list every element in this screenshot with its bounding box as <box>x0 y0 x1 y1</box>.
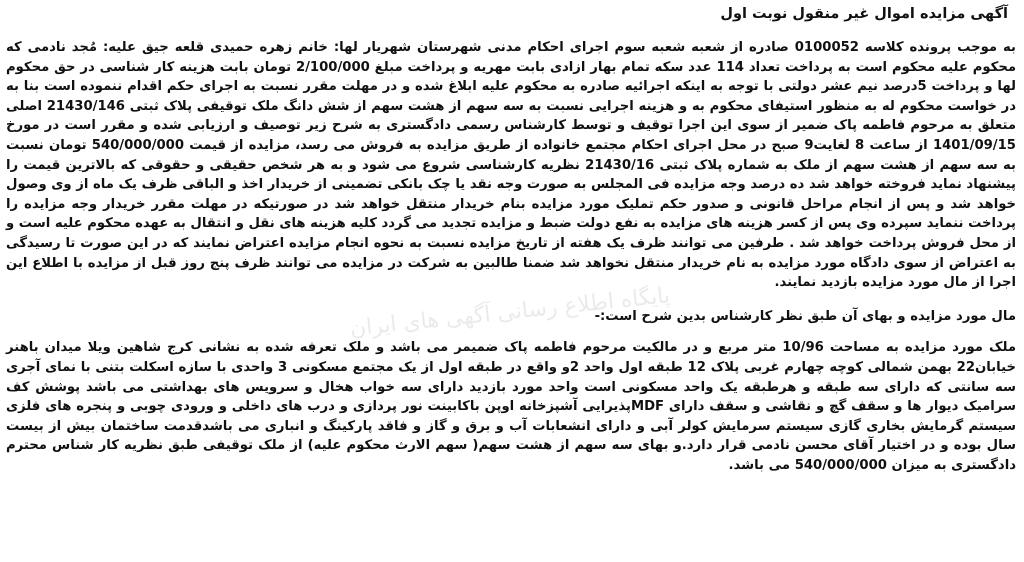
property-subheading: مال مورد مزایده و بهای آن طبق نظر کارشناس بدین شرح است:- <box>594 308 1016 324</box>
property-description-paragraph: ملک مورد مزایده به مساحت 10/96 متر مربع و در مالکیت مرحوم فاطمه پاک ضمیمر می باشد و ملک تعرفه شده به نشانی کرج شاهین ویلا میدان باهنر خیابان22 بهمن شمالی کوچه چهارم غربی پلاک 12 طبقه اول واحد 2و واقع در طبقه اول از یک مجتمع مسکونی 3 واحدی با سازه اسکلت بتنی با نمای آجری سه سانتی که دارای سه طبقه و هرطبقه یک واحد مسکونی است واحد مورد بازدید دارای سه خواب هخال و سرویس های بهداشتی می باشد پوشش کف سرامیک دیوار ها و سقف گچ و نقاشی و سقف دارای MDFپذیرایی آشپزخانه اوپن باکابینت نور پردازی و درب های داخلی و ورودی چوبی و پنجره های فلزی سیستم گرمایش بخاری گازی سیستم سرمایش کولر آبی و دارای انشعابات آب و برق و گاز و فاقد پارکینگ و انباری می باشدقدمت ساختمان بیش از بیست سال بوده و در اختیار آقای محسن نادمی قرار دارد.و بهای سه سهم از هشت سهم( سهم الارث محکوم علیه) از ملک توقیفی طبق نظریه کار شناس محترم دادگستری به میزان 540/000/000 می باشد. <box>6 340 1017 473</box>
auction-notice <box>6 4 1016 556</box>
notice-title: آگهی مزایده اموال غیر منقول نوبت اول <box>720 6 1008 22</box>
publisher-watermark: پایگاه اطلاع رسانی آگهی های ایران <box>348 283 672 342</box>
notice-body-paragraph: به موجب پرونده کلاسه 0100052 صادره از شعبه شعبه سوم اجرای احکام مدنی شهرستان شهریار لها: خانم زهره حمیدی قلعه جیق علیه: مُجد نادمی که محکوم علیه محکوم است به پرداخت تعداد 114 عدد سکه تمام بهار ازادی بابت مهریه و پرداخت مبلغ 2/100/000 تومان بابت هزینه کار شناسی در حق محکوم لها و پرداخت 5درصد نیم عشر دولتی با توجه به اینکه اجرائیه صادره به محکوم علیه ابلاغ شده و در مهلت مقرر نسبت به اجرای حکم اقدام ننموده است بنا به در خواست محکوم له به منظور استیفای محکوم به و هزینه اجرایی نسبت به سه سهم از هشت سهم از شش دانگ ملک توقیفی پلاک ثبتی 21430/146 اصلی متعلق به مرحوم فاطمه پاک ضمیر از سوی این اجرا توقیف و توسط کارشناس رسمی دادگستری به شرح زیر توصیف و ارزیابی شده و مقرر است در مورخ 1401/09/15 از ساعت 8 لغایت9 صبح در محل اجرای احکام مجتمع خانواده از طریق مزایده به فروش می رسد، مزایده از قیمت 540/000/000 تومان نسبت به سه سهم از هشت سهم از ملک به شماره پلاک ثبتی 21430/16 نظریه کارشناسی شروع می شود و به هر شخص حقیقی و حقوقی که بالاترین قیمت را پیشنهاد نماید فروخته خواهد شد ده درصد وجه مزایده فی المجلس به صورت وجه نقد یا چک بانکی تضمینی از خریدار اخذ و الباقی ظرف یک ماه از وی وصول خواهد شد و پس از انجام مراحل قانونی و صدور حکم تملیک مورد مزایده بنام خریدار منتقل خواهد شد در صورتیکه در مهلت مقرر خریدار وجه مزایده را پرداخت ننماید سپرده وی پس از کسر هزینه های مزایده به نفع دولت ضبط و مزایده تجدید می گردد کلیه هزینه های نقل و انتقال به عهده محکوم علیه است و از محل فروش پرداخت خواهد شد . طرفین می توانند ظرف یک هفته از تاریخ مزایده نسبت به نحوه انجام مزایده اعتراض نمایند که در این صورت تا رسیدگی به اعتراض از سوی دادگاه مورد مزایده به نام خریدار منتقل نخواهد شد ضمنا طالبین به شرکت در مزایده می توانند ظرف پنج روز قبل از مزایده با اطلاع این اجرا از مال مورد مزایده بازدید نمایند. <box>6 40 1017 291</box>
